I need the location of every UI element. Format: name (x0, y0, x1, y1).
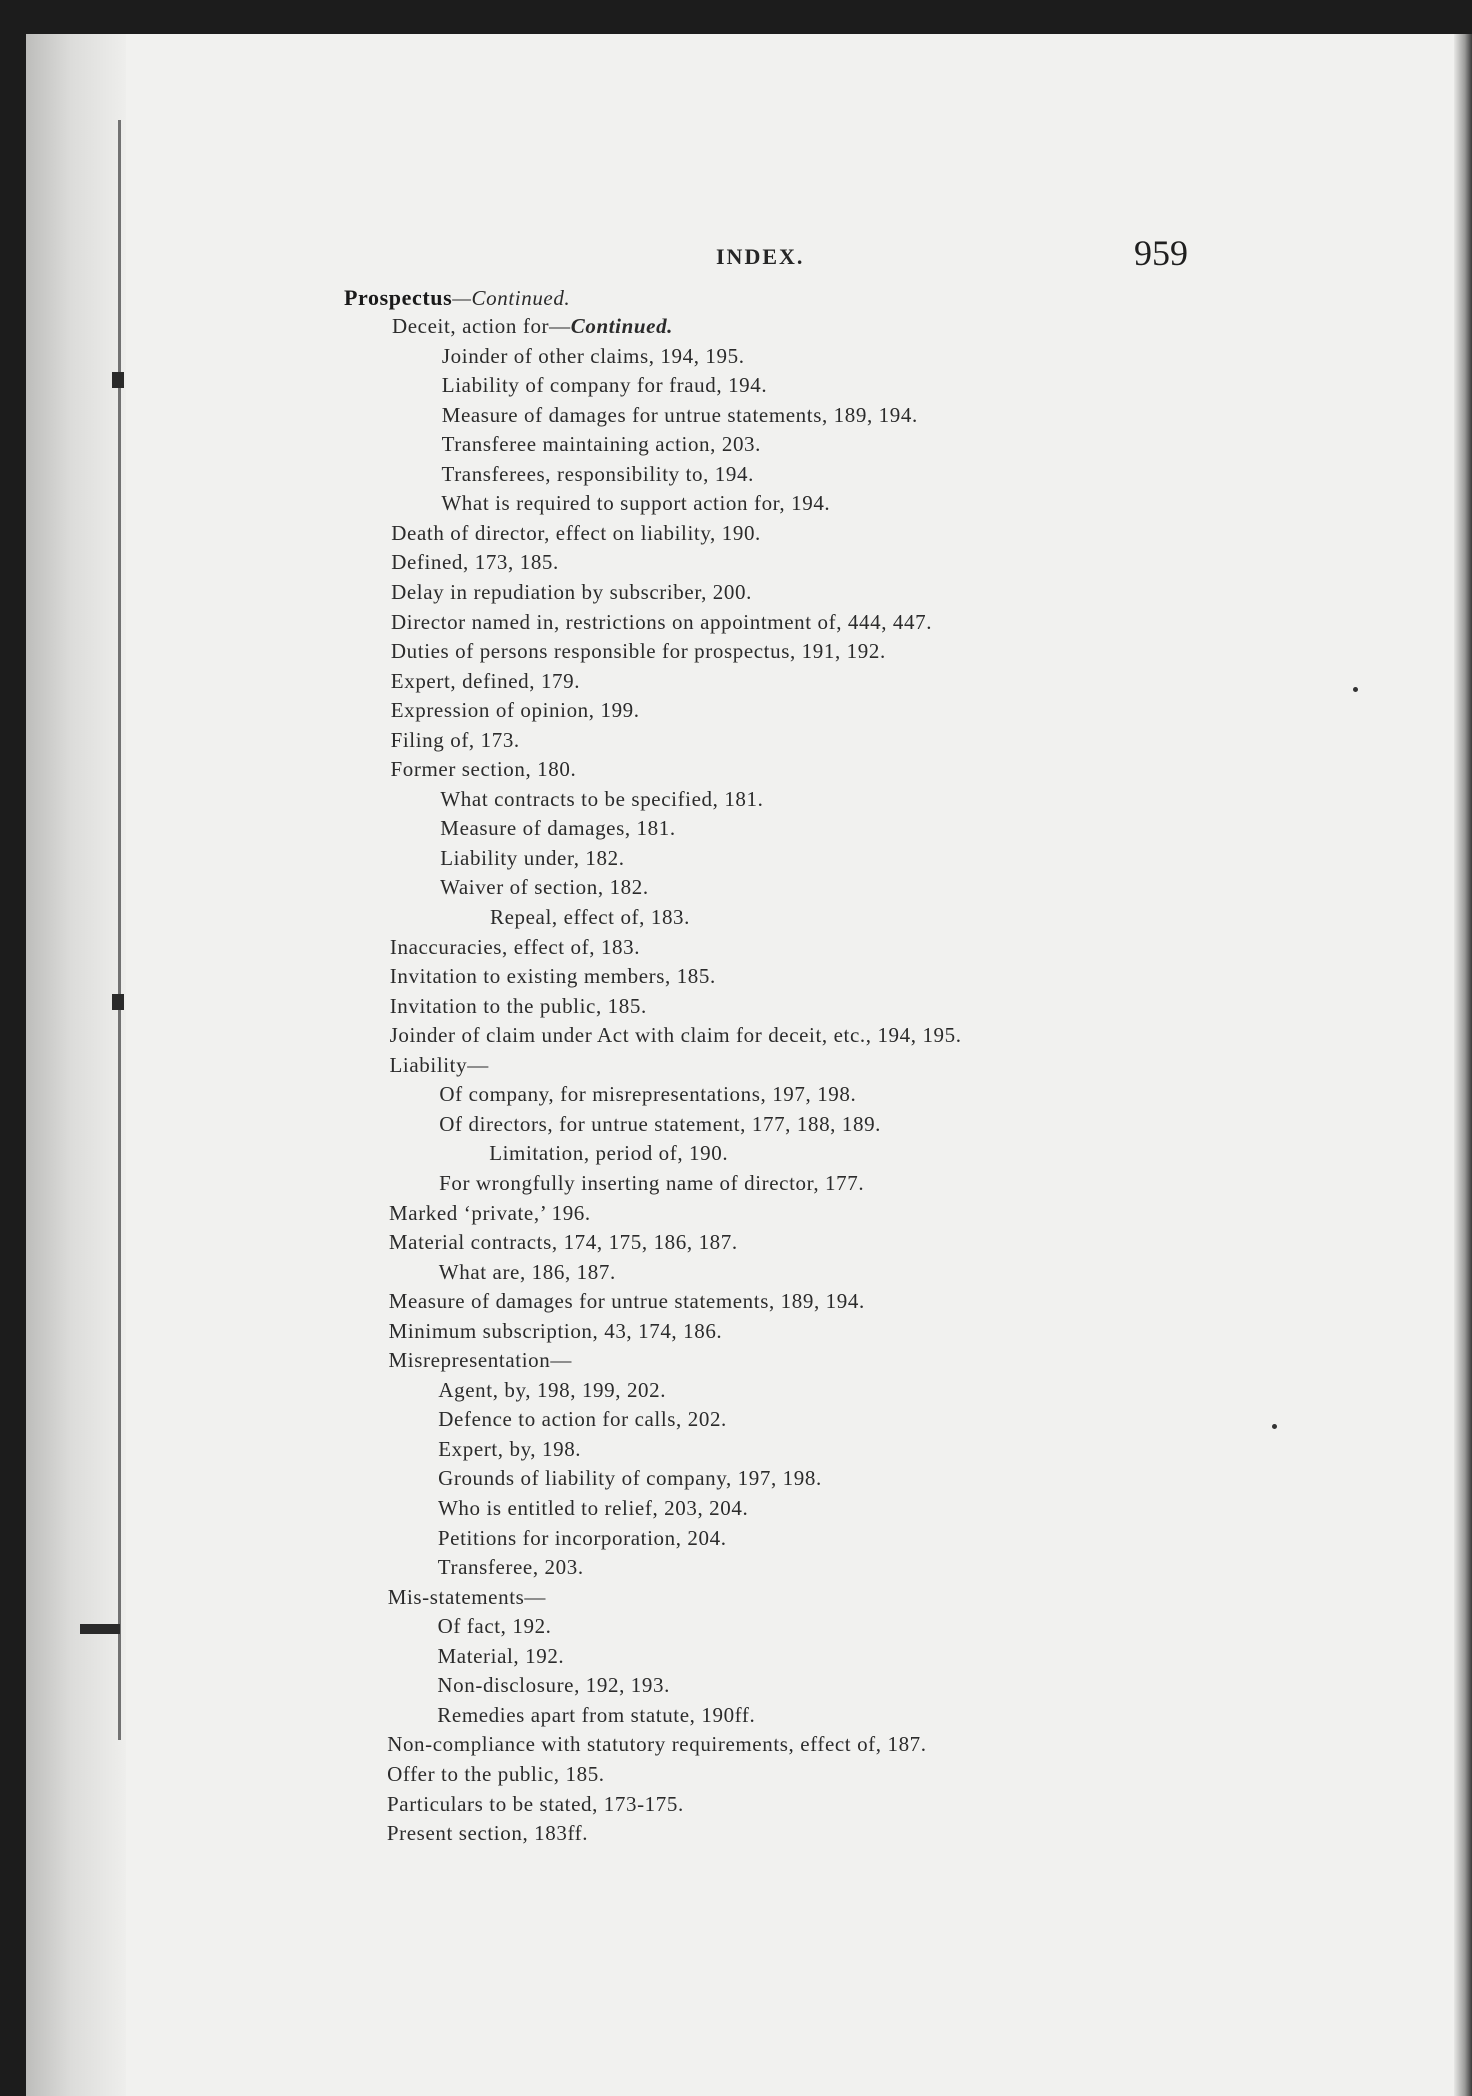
index-entry-level-2: Who is entitled to relief, 203, 204. (438, 1496, 749, 1520)
index-entry-level-1: Invitation to existing members, 185. (389, 964, 716, 989)
index-entry-level-1: Defined, 173, 185. (391, 550, 559, 575)
page-edge (1454, 34, 1472, 2096)
page-gutter (26, 34, 126, 2096)
index-entry-level-2: Measure of damages for untrue statements, 189, 194. (441, 402, 918, 427)
index-entry-level-1: Expression of opinion, 199. (390, 698, 640, 723)
ink-speck (1272, 1424, 1277, 1429)
index-entry-level-2: Material, 192. (437, 1643, 565, 1668)
index-entry-level-2: Measure of damages, 181. (440, 816, 676, 841)
index-entry-level-2: Defence to action for calls, 202. (438, 1407, 727, 1432)
page-number: 959 (1134, 233, 1188, 273)
index-entry-level-1: Material contracts, 174, 175, 186, 187. (388, 1230, 738, 1255)
index-entry-level-1: Inaccuracies, effect of, 183. (389, 934, 641, 959)
index-entry-level-1: Non-compliance with statutory requirements, effect of, 187. (387, 1732, 927, 1757)
index-entry-level-1: Invitation to the public, 185. (389, 993, 647, 1018)
index-entry-level-2: What is required to support action for, 194. (441, 491, 831, 516)
index-entry-level-1: Delay in repudiation by subscriber, 200. (391, 579, 752, 604)
index-entry-level-1: Mis-statements— (387, 1584, 547, 1609)
heading-term: Prospectus (344, 285, 453, 310)
index-entry-level-1: Liability— (389, 1052, 489, 1077)
index-entry-level-2: Liability of company for fraud, 194. (441, 373, 768, 398)
index-entry-level-2: Non-disclosure, 192, 193. (437, 1673, 670, 1698)
index-entry-level-2: Transferees, responsibility to, 194. (441, 461, 754, 486)
index-entry-level-2: Petitions for incorporation, 204. (437, 1525, 727, 1550)
index-entry-level-1: Joinder of claim under Act with claim for deceit, etc., 194, 195. (389, 1023, 962, 1048)
index-entry-level-1: Minimum subscription, 43, 174, 186. (388, 1318, 723, 1343)
index-main-heading (344, 285, 570, 311)
index-entry-level-2: Remedies apart from statute, 190ff. (437, 1702, 756, 1727)
index-entry-level-2: Of fact, 192. (437, 1614, 552, 1639)
index-entry-level-1: Present section, 183ff. (386, 1821, 589, 1846)
index-entry-level-1: Misrepresentation— (388, 1348, 572, 1373)
index-entry-level-2: Transferee, 203. (437, 1555, 584, 1580)
index-entry-level-1: Particulars to be stated, 173-175. (387, 1791, 684, 1816)
running-title: INDEX. (716, 244, 805, 269)
binding-clip-mark (112, 372, 124, 388)
index-entry-level-2: What are, 186, 187. (438, 1259, 616, 1284)
index-entry-level-2: Liability under, 182. (440, 845, 625, 870)
index-entry-level-1: Offer to the public, 185. (387, 1761, 605, 1786)
index-entry-level-2: Of company, for misrepresentations, 197, 198. (439, 1082, 857, 1107)
index-entry-level-2: Grounds of liability of company, 197, 198. (438, 1466, 822, 1491)
index-entry-level-3: Limitation, period of, 190. (489, 1141, 729, 1166)
index-entry-level-2: What contracts to be specified, 181. (440, 786, 764, 811)
index-entry-level-1: Deceit, action for—Continued. (392, 314, 674, 338)
index-entry-level-2: Joinder of other claims, 194, 195. (441, 343, 745, 368)
heading-continued: —Continued. (452, 286, 571, 310)
binding-clip-mark (112, 994, 124, 1010)
index-entry-level-1: Expert, defined, 179. (390, 668, 581, 693)
index-entry-level-1: Measure of damages for untrue statements, 189, 194. (388, 1289, 865, 1314)
index-entry-level-1: Filing of, 173. (390, 727, 520, 752)
index-entry-level-1: Former section, 180. (390, 757, 577, 782)
index-entry-level-1: Duties of persons responsible for prospectus, 191, 192. (390, 639, 886, 664)
index-entry-level-2: Waiver of section, 182. (440, 875, 649, 900)
binding-clip-mark (80, 1624, 120, 1634)
index-entry-level-2: Transferee maintaining action, 203. (441, 432, 761, 457)
index-entry-level-2: Of directors, for untrue statement, 177, 188, 189. (439, 1111, 882, 1136)
binding-line (118, 120, 121, 1740)
index-entry-level-3: Repeal, effect of, 183. (490, 905, 691, 929)
index-entry-level-2: For wrongfully inserting name of director, 177. (439, 1170, 865, 1195)
index-entry-level-2: Agent, by, 198, 199, 202. (438, 1377, 667, 1402)
ink-speck (1353, 687, 1358, 692)
index-entry-level-2: Expert, by, 198. (438, 1436, 582, 1461)
index-entry-level-1: Death of director, effect on liability, 190. (391, 520, 761, 545)
index-entry-level-1: Director named in, restrictions on appointment of, 444, 447. (391, 609, 933, 634)
index-entry-level-1: Marked ‘private,’ 196. (389, 1200, 591, 1225)
page-header (0, 232, 1472, 282)
